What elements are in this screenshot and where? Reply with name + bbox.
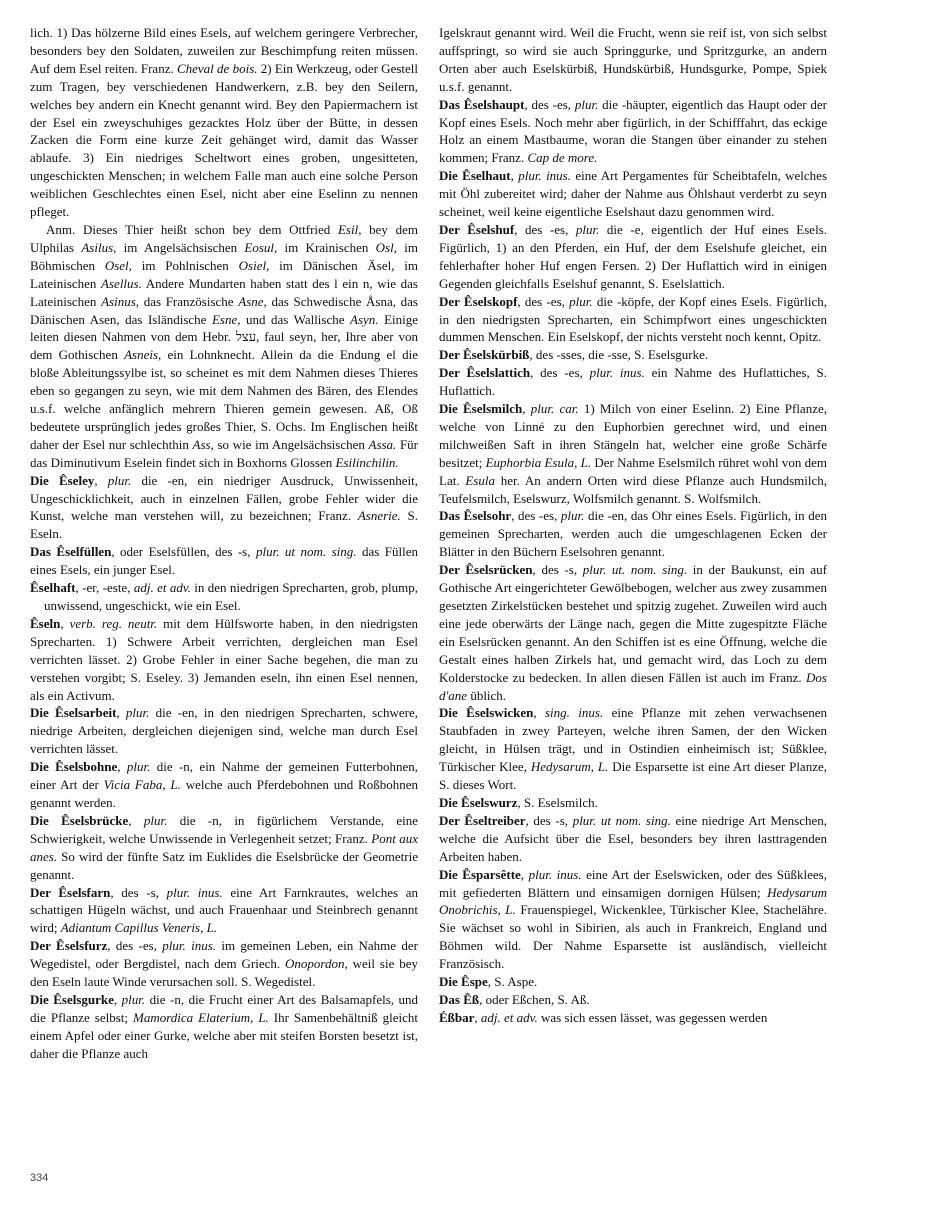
italic-term: plur. inus. (528, 866, 582, 882)
italic-term: Asne, (238, 293, 267, 309)
entry-text: Einige leiten diesen Nahmen von dem Hebr. עצל, faul seyn, her, Ihre aber von dem Gothischen (30, 311, 419, 363)
dictionary-entry (30, 937, 418, 991)
dictionary-entry (30, 758, 418, 812)
entry-text: im Pohlnischen (131, 257, 239, 273)
entry-text: das Schwedische Åsna, das Dänischen Asen, das Isländische (30, 293, 418, 327)
entry-text: , (128, 812, 144, 828)
left-column (30, 24, 418, 1063)
dictionary-entry (30, 812, 418, 884)
entry-text: ein Nahme des Huflattiches, S. Huflattich. (439, 365, 828, 399)
entry-text: , des -es, (524, 96, 575, 112)
entry-text: Der Nahme Eselsmilch rühret wohl von dem Lat. (439, 454, 827, 488)
entry-headword: Der Êselsfurz (30, 938, 108, 954)
italic-term: Euphorbia Esula, L. (485, 454, 592, 470)
entry-text: , S. Eselsmilch. (517, 794, 598, 810)
entry-text: die -köpfe, der Kopf eines Esels. Figürlich, in den niedrigsten Sprecharten, ein Schimpfwort eines ungeschickten dummen Menschen. Ein Eselskopf, der nichts versteht noch kennt, Opitz. (439, 293, 827, 345)
entry-text: ein Lohnknecht. Allein da die Endung el die bloße Ableitungssylbe ist, so scheinet es mit dem Nahmen dieses Thieres eben so gegangen zu seyn, wie mit dem Nahmen des Bären, des Elendes u.s.f. welche anfänglich mehrern Thieren gemein gewesen. Aß, Oß bedeutete ursprünglich jedes großes Thier, S. Ochs. Im Englischen heißt daher der Esel nur schlechthin (30, 347, 418, 452)
italic-term: Esula (465, 472, 495, 488)
entry-text: die -häupter, eigentlich das Haupt oder der Kopf eines Esels. Noch mehr aber figürlich, in der Schifffahrt, das eckige Holz an einem Mastbaume, woran die Stangen über einander zu stehen kommen; Franz. (439, 96, 827, 166)
dictionary-entry (439, 167, 827, 221)
italic-term: plur. (121, 991, 146, 1007)
entry-text: , des -es, (530, 365, 590, 381)
entry-text: , des -s, (110, 884, 167, 900)
entry-text: , (116, 705, 126, 721)
italic-term: Ass, (192, 436, 214, 452)
entry-text: , des -es, (511, 508, 561, 524)
entry-headword: Die Êselsbrücke (30, 812, 129, 828)
italic-term: Osiel, (238, 257, 270, 273)
entry-text: im Böhmischen (30, 239, 418, 273)
entry-text: Für das Diminutivum Eselein findet sich in Boxhorns Glossen (30, 436, 419, 470)
entry-text: die -en, das Ohr eines Esels. Figürlich, in den gemeinen Sprecharten, werden auch die umgeschlagenen Ecken der Blätter in den Büchern Eselsohren genannt. (439, 508, 827, 560)
italic-term: Esilinchilin. (335, 454, 399, 470)
italic-term: plur. (107, 472, 132, 488)
entry-text: 2) Ein Werkzeug, oder Gestell zum Tragen, bey verschiedenen Handwerkern, z.B. bey den Seilern, welches bey andern ein Knecht genannt wird. Bey den Papiermachern ist der Esel ein zweyschuhiges gezacktes Holz über der Bütte, in dessen Zacken die Form eine kurze Zeit gehänget wird, damit das Wasser ablaufe. 3) Ein niedriges Scheltwort eines groben, ungesitteten, ungeschickten Menschen; in welchem Falle man auch eine solche Person weiblichen Geschlechtes einen Esel, nicht aber eine Eselinn zu nennen pfleget. (30, 60, 418, 220)
entry-text: , (533, 705, 545, 721)
dictionary-entry (30, 543, 418, 579)
entry-text: eine Art Farnkrautes, welches an schattigen Hügeln wächst, und auch Frauenhaar und Steinbrech genannt wird; (30, 884, 418, 936)
entry-headword: Die Êselsmilch (439, 401, 523, 417)
entry-headword: Êselhaft (30, 580, 76, 596)
entry-headword: Der Êselslattich (439, 365, 531, 381)
entry-text: mit dem Hülfsworte haben, in den niedrigsten Sprecharten. 1) Schwere Arbeit verrichten, dergleichen man Esel verrichten lässet. 2) Grobe Fehler in einer Sache begehen, die man zu verstehen vorgibt; S. Eseley. 3) Jemanden eseln, ihn einen Esel nennen, als ein Activum. (30, 615, 419, 703)
italic-term: Adiantum Capillus Veneris, L. (60, 920, 218, 936)
italic-term: adj. et adv. (133, 580, 191, 596)
entry-text: , des -s, (525, 812, 573, 828)
entry-text: das Französische (139, 293, 239, 309)
italic-term: Hedysarum, L. (530, 759, 609, 775)
entry-headword: Der Êselskopf (439, 293, 518, 309)
entry-text: die -en, ein niedriger Ausdruck, Unwissenheit, Ungeschicklichkeit, auch in einzelnen Fällen, grobe Fehler wider die Kunst, welche man verstehen will, zu bezeichnen; Franz. (30, 472, 419, 524)
entry-headword: Der Êselshuf (439, 221, 515, 237)
dictionary-entry (30, 579, 418, 615)
entry-text: in den niedrigen Sprecharten, grob, plump, unwissend, ungeschickt, wie ein Esel. (44, 580, 418, 613)
dictionary-entry (439, 866, 827, 973)
dictionary-entry (30, 221, 418, 472)
entry-text: , (117, 759, 127, 775)
dictionary-entry (439, 221, 827, 293)
entry-headword: Die Êsparsêtte (439, 866, 521, 882)
entry-headword: Êseln (30, 615, 61, 631)
italic-term: plur. ut nom. sing. (255, 544, 357, 560)
italic-term: plur. (560, 508, 585, 524)
entry-text: her. An andern Orten wird diese Pflanze auch Hundsmilch, Teufelsmilch, Eselswurz, Wolfsmilch genannt. S. Wolfsmilch. (439, 472, 827, 506)
dictionary-entry (30, 472, 418, 544)
entry-headword: Der Êselskürbiß (439, 347, 530, 363)
entry-headword: Das Êß (439, 991, 480, 1007)
italic-term: plur. inus. (162, 938, 217, 954)
dictionary-entry (439, 812, 827, 866)
page-number: 334 (30, 1172, 49, 1184)
italic-term: Asilus, (81, 239, 117, 255)
right-column (439, 24, 827, 1027)
italic-term: adj. et adv. (480, 1009, 538, 1025)
paragraph (439, 24, 827, 96)
entry-headword: Die Êselsgurke (30, 991, 114, 1007)
entry-text: und das Wallische (240, 311, 351, 327)
entry-text: eine Art der Eselswicken, oder des Süßklees, mit gefiederten Blättern und einsamigen dornigen Hülsen; (439, 866, 827, 900)
entry-text: eine Pflanze mit zehen verwachsenen Staubfaden in zwey Parteyen, welche ihren Samen, der den Wicken gleicht, in Hülsen trägt, und in Ostindien einheimisch ist; Süßklee, Türkischer Klee, (439, 705, 828, 775)
entry-headword: Der Êseltreiber (439, 812, 526, 828)
italic-term: plur. (575, 221, 600, 237)
dictionary-entry (439, 561, 827, 704)
dictionary-entry (30, 991, 418, 1063)
italic-term: plur. (569, 293, 593, 309)
dictionary-entry (439, 991, 827, 1009)
italic-term: Eosul, (244, 239, 278, 255)
entry-text: die -n, ein Nahme der gemeinen Futterbohnen, einer Art der (30, 759, 419, 793)
entry-text: Andere Mundarten haben statt des l ein n, wie das Lateinischen (30, 275, 418, 309)
entry-text: , des -s, (532, 562, 583, 578)
italic-term: plur. (574, 96, 599, 112)
entry-text: üblich. (467, 687, 507, 703)
dictionary-entry (439, 346, 827, 364)
dictionary-entry (439, 96, 827, 168)
italic-term: Asyn. (350, 311, 379, 327)
entry-headword: Die Êseley (30, 472, 95, 488)
entry-text: im gemeinen Leben, ein Nahme der Wegedistel, oder Bergdistel, nach dem Griech. (30, 938, 418, 972)
entry-text: im Dänischen Äsel, im Lateinischen (30, 257, 418, 291)
entry-text: Anm. Dieses Thier heißt schon bey dem Ottfried (46, 221, 338, 237)
entry-text: was sich essen lässet, was gegessen werden (537, 1009, 768, 1025)
entry-text: , S. Aspe. (487, 974, 538, 990)
italic-term: plur. inus. (166, 884, 223, 900)
entry-headword: Der Êselsfarn (30, 884, 111, 900)
entry-text: Frauenspiegel, Wickenklee, Türkischer Klee, Stachelähre. Sie wächset so wohl in Sibirien, als auch in Frankreich, England und Böhmen wild. Der Nahme Esparsette ist ausländisch, vielleicht Französisch. (439, 902, 827, 972)
paragraph (30, 24, 418, 221)
italic-term: plur. car. (530, 401, 579, 417)
entry-text: die -n, in figürlichem Verstande, eine Schwierigkeit, welche Unwissende in Verlegenheit setzet; Franz. (30, 812, 418, 846)
entry-text: die -n, die Frucht einer Art des Balsamapfels, und die Pflanze selbst; (30, 991, 418, 1025)
entry-headword: Die Êselhaut (439, 168, 511, 184)
dictionary-entry (439, 364, 827, 400)
italic-term: Mamordica Elaterium, L. (132, 1009, 269, 1025)
entry-text: so wie im Angelsächsischen (213, 436, 369, 452)
dictionary-entry (439, 293, 827, 347)
dictionary-entry (439, 507, 827, 561)
italic-term: plur. ut. nom. sing. (582, 562, 688, 578)
italic-term: Esil, (337, 221, 362, 237)
italic-term: Asellus. (101, 275, 142, 291)
italic-term: Onopordon, (285, 956, 348, 972)
italic-term: plur. (143, 812, 168, 828)
dictionary-entry (30, 615, 418, 705)
dictionary-entry (439, 704, 827, 794)
italic-term: verb. reg. neutr. (69, 615, 158, 631)
italic-term: plur. (126, 759, 151, 775)
entry-headword: Éßbar (439, 1009, 475, 1025)
italic-term: Hedysarum Onobrichis, L. (439, 884, 827, 918)
entry-text: , oder Eßchen, S. Aß. (479, 991, 590, 1007)
entry-text: , (60, 615, 70, 631)
italic-term: Esne, (211, 311, 241, 327)
entry-text: , (94, 472, 108, 488)
italic-term: plur. ut nom. sing. (572, 812, 671, 828)
entry-text: , (510, 168, 519, 184)
italic-term: plur. inus. (589, 365, 645, 381)
italic-term: Asnerie. (357, 508, 401, 524)
italic-term: plur. (125, 705, 150, 721)
entry-text: die -en, in den niedrigen Sprecharten, schwere, niedrige Arbeiten, dergleichen diejenigen sind, welche man durch Esel verrichten lässet. (30, 705, 419, 757)
entry-text: eine Art Pergamentes für Scheibtafeln, welches mit Öhl zubereitet wird; daher der Nahme aus Öhlshaut verderbt zu seyn scheinet, weil keine eigentliche Eselshaut dazu genommen wird. (439, 168, 828, 220)
entry-headword: Das Êselsohr (439, 508, 512, 524)
entry-text: Die Esparsette ist eine Art dieser Planze, S. dieses Wort. (439, 759, 827, 793)
entry-text: lich. 1) Das hölzerne Bild eines Esels, auf welchem geringere Verbrecher, besonders bey den Soldaten, zuweilen zur Beschimpfung reiten müssen. Auf dem Esel reiten. Franz. (30, 25, 418, 76)
entry-headword: Das Êselfüllen (30, 544, 112, 560)
entry-text: welche auch Pferdebohnen und Roßbohnen genannt werden. (30, 777, 418, 810)
entry-headword: Die Êselsbohne (30, 759, 118, 775)
entry-text: , oder Eselsfüllen, des -s, (111, 544, 256, 560)
entry-text: bey dem Ulphilas (30, 221, 419, 255)
dictionary-entry (439, 400, 827, 507)
italic-term: Asinus, (101, 293, 140, 309)
italic-term: Vicia Faba, L. (103, 777, 181, 793)
italic-term: Pont aux anes. (30, 830, 418, 864)
entry-text: , -er, -este, (75, 580, 134, 596)
entry-text: die -e, eigentlich der Huf eines Esels. Figürlich, 1) an den Pferden, ein Huf, der dem Eselshufe gleichet, ein fehlerhafter hoher Huf engen Fersen. 2) Der Huflattich wird in einigen Gegenden gleichfalls Eselshuf genannt, S. Eselslattich. (439, 221, 827, 291)
entry-text: in der Baukunst, ein auf Gothische Art eingerichteter Gewölbebogen, welcher aus zwey zusammen gesetzten Zirkelstücken bestehet und spitzig zugehet. Zuweilen wird auch eine jede oberwärts der Länge nach, gegen die Mitte zugespitzte Fläche ein Eselsrücken genannt. An den Schiffen ist es eine Öffnung, welche die Gestalt eines halben Zirkels hat, und gemacht wird, das Loch zu dem Kolderstocke zu bedecken. In allen diesen Fällen ist auch im Franz. (439, 562, 827, 685)
dictionary-entry (439, 794, 827, 812)
entry-text: Ihr Samenbehältniß gleicht einem Apfel oder einer Gurke, welche aber mit steifen Borsten besetzt ist, daher die Pflanze auch (30, 1009, 418, 1061)
dictionary-entry (30, 884, 418, 938)
dictionary-entry (30, 704, 418, 758)
italic-term: Osel, (104, 257, 132, 273)
entry-text: So wird der fünfte Satz im Euklides die Eselsbrücke der Geometrie genannt. (30, 848, 418, 882)
entry-headword: Die Êselsarbeit (30, 705, 117, 721)
entry-text: , (113, 991, 122, 1007)
entry-text: , (474, 1009, 481, 1025)
dictionary-entry (439, 973, 827, 991)
entry-text: Igelskraut genannt wird. Weil die Frucht, wenn sie reif ist, von sich selbst auffspringt, so wird sie auch Springgurke, und Spritzgurke, an andern Orten aber auch Eselskürbiß, Hundskürbiß, Hundsgurke, Pompe, Spiek u.s.f. genannt. (439, 25, 827, 94)
entry-text: das Füllen eines Esels, ein junger Esel. (30, 544, 418, 578)
italic-term: plur. inus. (518, 168, 571, 184)
entry-headword: Die Êselswurz (439, 794, 518, 810)
italic-term: Assa. (368, 436, 397, 452)
italic-term: Dos d'ane (439, 669, 827, 703)
entry-headword: Die Êselswicken (439, 705, 534, 721)
entry-text: , des -es, (514, 221, 576, 237)
italic-term: Asneis, (124, 347, 162, 363)
entry-headword: Das Êselshaupt (439, 96, 525, 112)
entry-headword: Der Êselsrücken (439, 562, 533, 578)
dictionary-entry (439, 1009, 827, 1027)
entry-text: , des -sses, die -sse, S. Eselsgurke. (529, 347, 709, 363)
italic-term: Cheval de bois. (176, 60, 258, 76)
italic-term: Cap de more. (527, 150, 598, 166)
entry-text: S. Eseln. (30, 508, 418, 542)
entry-text: im Angelsächsischen (116, 239, 245, 255)
entry-headword: Die Êspe (439, 974, 488, 990)
entry-text: , des -es, (107, 938, 163, 954)
entry-text: weil sie bey den Eseln laute Winde verursachen soll. S. Wegedistel. (30, 956, 418, 990)
italic-term: sing. inus. (544, 705, 604, 721)
italic-term: Osl, (375, 239, 397, 255)
entry-text: eine niedrige Art Menschen, welche die Aufsicht über die Esel, besonders bey ihren lasttragenden Arbeiten haben. (439, 812, 827, 864)
entry-text: , (522, 401, 531, 417)
entry-text: , des -es, (517, 293, 570, 309)
entry-text: , (520, 866, 529, 882)
entry-text: 1) Milch von einer Eselinn. 2) Eine Pflanze, welche von Linné zu den Euphorbien gerechnet wird, und einen milchweißen Saft in ihren Stängeln hat, welcher eine große Schärfe besitzet; (439, 401, 827, 470)
entry-text: im Krainischen (277, 239, 376, 255)
